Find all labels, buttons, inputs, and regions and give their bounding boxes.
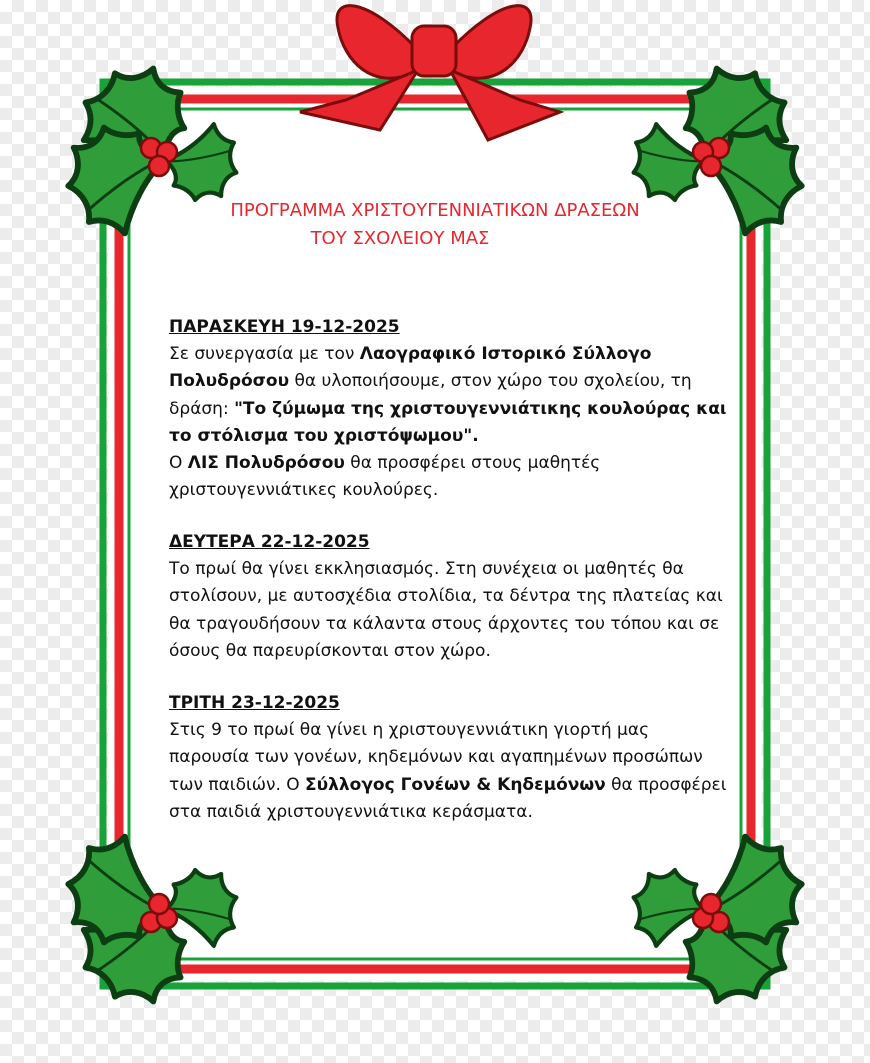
section-body (169, 341, 729, 504)
section-heading: ΔΕΥΤΕΡΑ 22-12-2025 (169, 532, 370, 552)
bold-text: "Το ζύμωμα της χριστουγεννιάτικης κουλούρας και το στόλισμα του χριστόψωμου". (169, 398, 727, 446)
section-heading: ΠΑΡΑΣΚΕΥΗ 19-12-2025 (169, 317, 400, 337)
text: θα υλοποιήσουμε, στον χώρο του σχολείου, τη δράση: (169, 371, 692, 419)
text: θα προσφέρει στους μαθητές χριστουγεννιάτικες κουλούρες. (169, 453, 601, 501)
page-title (150, 197, 720, 253)
section-body: Το πρωί θα γίνει εκκλησιασμός. Στη συνέχεια οι μαθητές θα στολίσουν, με αυτοσχέδια στολίδια, τα δέντρα της πλατείας και θα τραγουδήσουν τα κάλαντα στους άρχοντες του τόπου και σε όσους θα παρευρίσκονται στον χώρο. (169, 559, 723, 661)
section-heading: ΤΡΙΤΗ 23-12-2025 (169, 693, 340, 713)
title-line-1: ΠΡΟΓΡΑΜΜΑ ΧΡΙΣΤΟΥΓΕΝΝΙΑΤΙΚΩΝ ΔΡΑΣΕΩΝ (230, 200, 640, 221)
section-body (169, 717, 729, 826)
section-monday (169, 529, 729, 665)
text: θα προσφέρει στα παιδιά χριστουγεννιάτικα κεράσματα. (169, 774, 727, 822)
title-line-2: ΤΟΥ ΣΧΟΛΕΙΟΥ ΜΑΣ (310, 228, 490, 249)
bold-text: ΛΙΣ Πολυδρόσου (187, 453, 345, 474)
text: Ο (169, 453, 188, 474)
section-tuesday (169, 690, 729, 826)
text: Σε συνεργασία με τον (169, 344, 360, 365)
bold-text: Λαογραφικό Ιστορικό Σύλλογο Πολυδρόσου (169, 344, 652, 392)
section-friday (169, 314, 729, 504)
bold-text: Σύλλογος Γονέων & Κηδεμόνων (305, 774, 606, 795)
text: Στις 9 το πρωί θα γίνει η χριστουγεννιάτικη γιορτή μας παρουσία των γονέων, κηδεμόνων και αγαπημένων προσώπων των παιδιών. Ο (169, 720, 703, 795)
